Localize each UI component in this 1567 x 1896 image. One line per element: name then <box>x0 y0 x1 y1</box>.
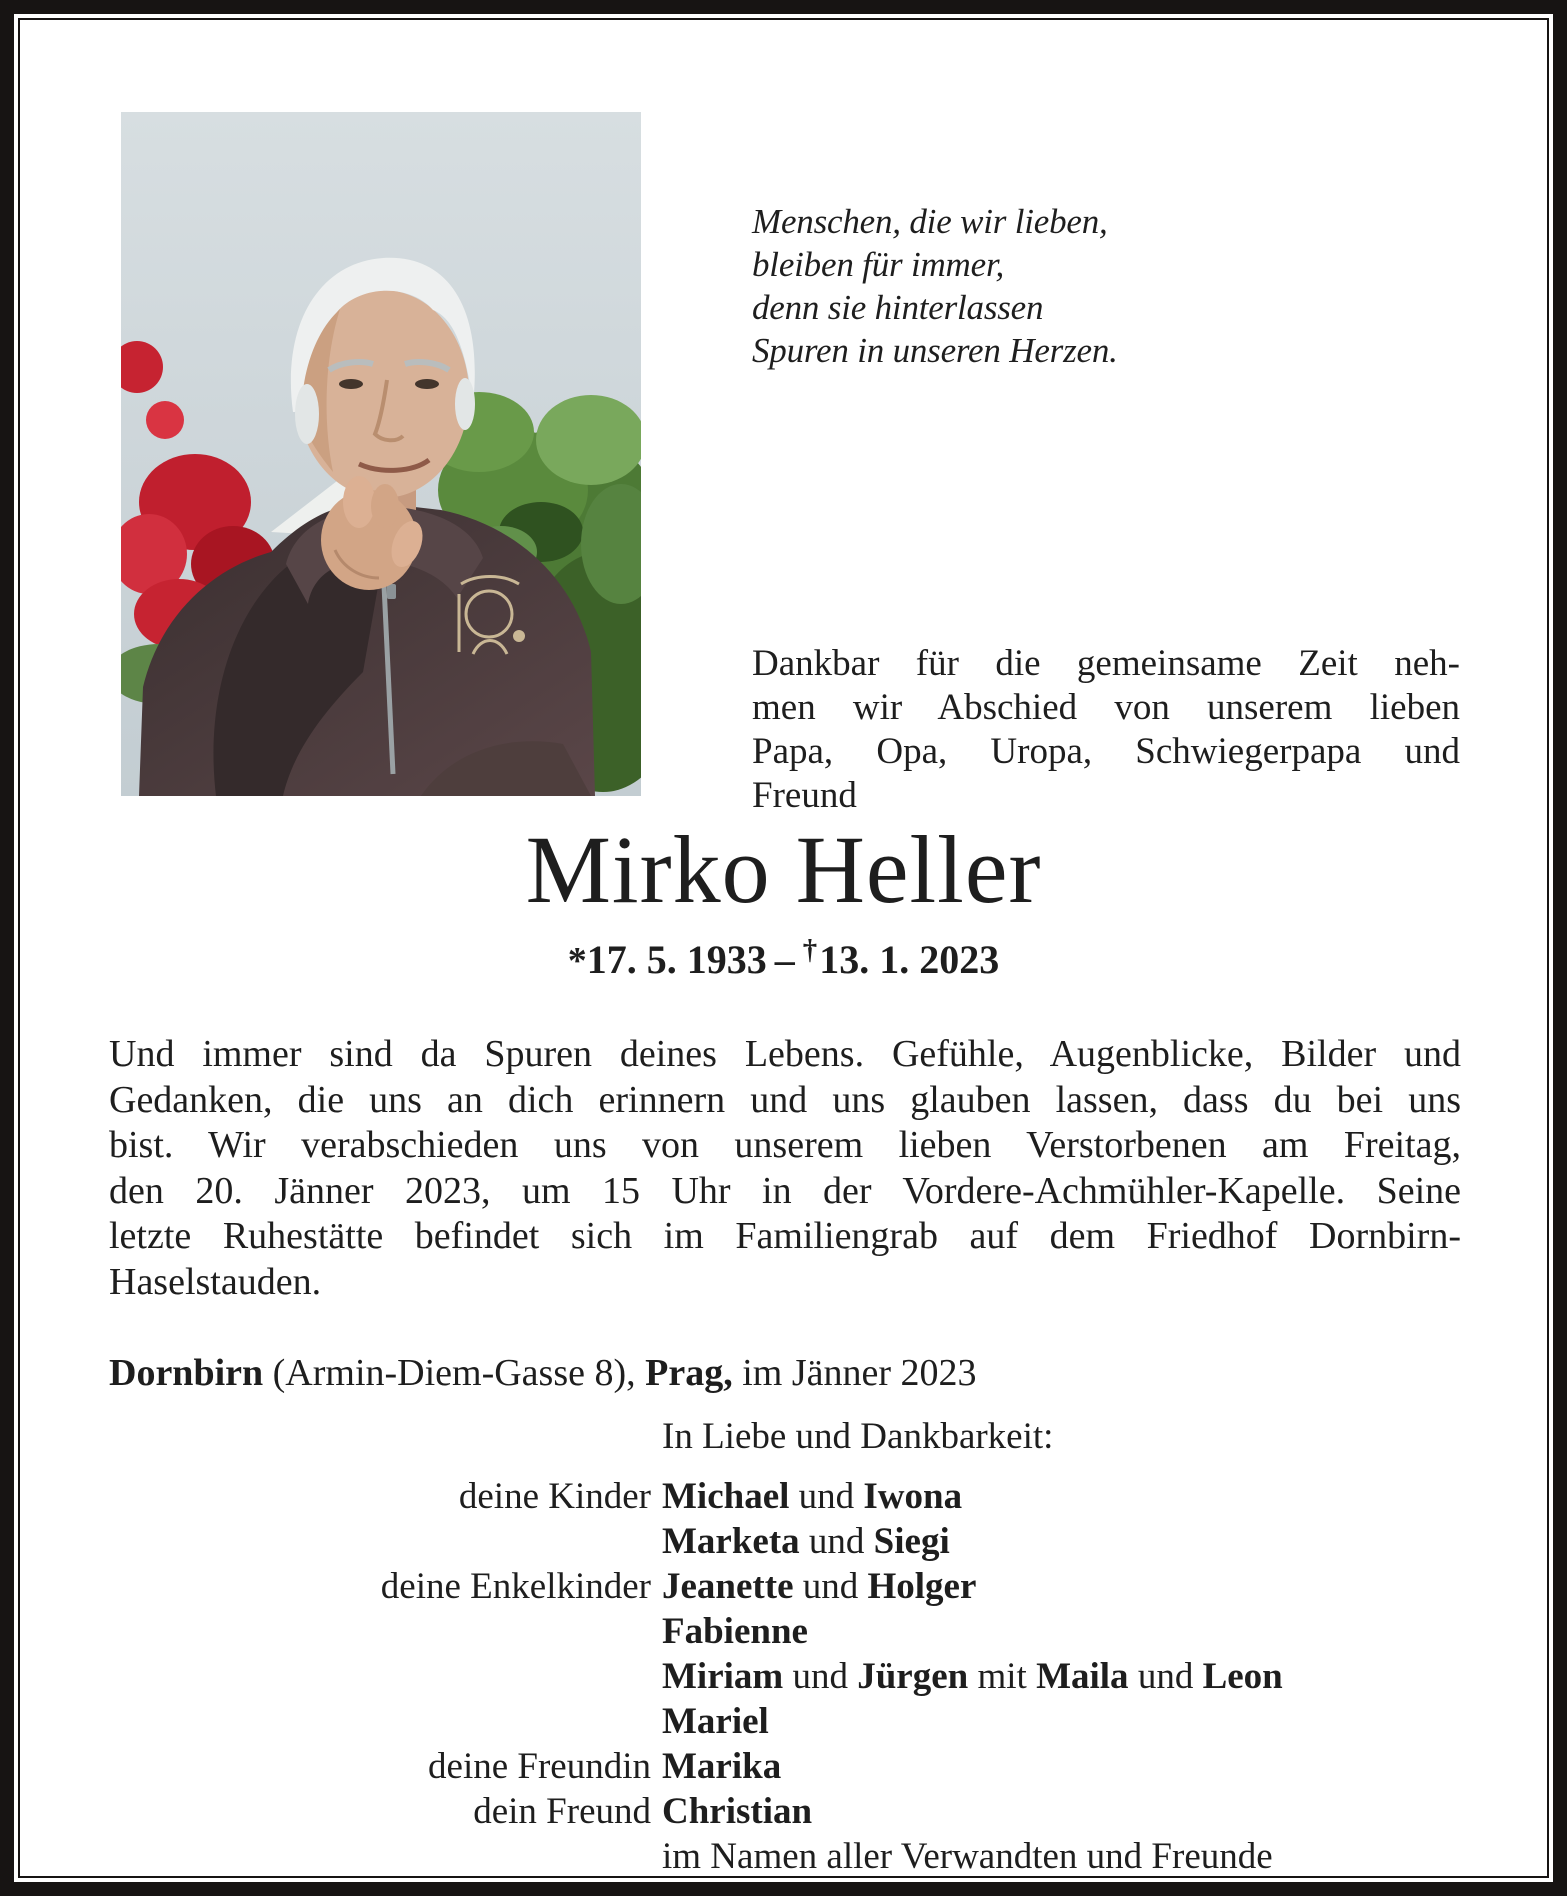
mourner-relation <box>20 1519 651 1564</box>
mourner-row <box>20 1564 1547 1609</box>
mourner-relation: deine Kinder <box>458 1476 651 1517</box>
mourner-names <box>662 1744 1547 1789</box>
announcement-paragraph <box>109 1032 1461 1305</box>
dates-separator: – <box>774 937 795 982</box>
announcement-line: Gedanken, die uns an dich erinnern und uns glauben lassen, dass du bei uns <box>109 1078 1461 1121</box>
portrait-photo-illustration <box>121 112 641 796</box>
mourner-name: Maila <box>1036 1656 1129 1697</box>
mourner-names <box>662 1474 1547 1519</box>
deceased-name: Mirko Heller <box>525 816 1042 923</box>
mourner-name: Miriam <box>662 1656 784 1697</box>
closing-line: im Namen aller Verwandten und Freunde <box>662 1836 1273 1877</box>
mourner-names <box>662 1789 1547 1834</box>
white-mat <box>14 14 1553 1882</box>
mourner-name: Holger <box>867 1566 977 1607</box>
mourner-connector: und <box>789 1476 864 1517</box>
gratitude-heading: In Liebe und Dankbarkeit: <box>662 1416 1054 1457</box>
mourner-row <box>20 1519 1547 1564</box>
death-date: 13. 1. 2023 <box>819 937 1000 982</box>
mourner-relation: deine Freundin <box>428 1746 651 1787</box>
intro-line: men wir Abschied von unserem lieben <box>752 687 1460 728</box>
intro-line: Papa, Opa, Uropa, Schwiegerpapa und <box>752 731 1460 772</box>
mourner-connector: mit <box>968 1656 1037 1697</box>
mourner-relation: dein Freund <box>473 1791 651 1832</box>
mourner-name: Siegi <box>873 1521 950 1562</box>
mourner-row <box>20 1474 1547 1519</box>
announcement-line: Und immer sind da Spuren deines Lebens. Gefühle, Augenblicke, Bilder und <box>109 1033 1461 1075</box>
birth-date: 17. 5. 1933 <box>586 937 767 982</box>
announcement-line: den 20. Jänner 2023, um 15 Uhr in der Vordere-Achmühler-Kapelle. Seine <box>109 1169 1461 1212</box>
mourner-name: Iwona <box>863 1476 963 1517</box>
mourner-name: Jürgen <box>857 1656 969 1697</box>
mourner-name: Marika <box>662 1746 782 1787</box>
mourner-row <box>20 1744 1547 1789</box>
mourner-connector: und <box>1128 1656 1203 1697</box>
poem-line: bleiben für immer, <box>752 245 1005 284</box>
mourner-name: Jeanette <box>662 1566 794 1607</box>
location-date: im Jänner 2023 <box>732 1352 977 1394</box>
mourner-relation <box>20 1654 651 1699</box>
mourner-row <box>20 1609 1547 1654</box>
mourner-names <box>662 1609 1547 1654</box>
mourner-row <box>20 1789 1547 1834</box>
mourner-names <box>662 1519 1547 1564</box>
death-cross-symbol: † <box>802 933 818 966</box>
mourner-name: Christian <box>662 1791 813 1832</box>
mourner-connector: und <box>783 1656 858 1697</box>
closing-row <box>20 1834 1547 1878</box>
location-city-prag: Prag, <box>645 1352 733 1394</box>
poem-line: Spuren in unseren Herzen. <box>752 331 1118 370</box>
location-city-dornbirn: Dornbirn <box>109 1352 264 1394</box>
location-address: (Armin-Diem-Gasse 8), <box>263 1352 646 1394</box>
life-dates <box>20 933 1547 988</box>
intro-line: Dankbar für die gemeinsame Zeit neh- <box>752 643 1460 684</box>
intro-paragraph <box>752 642 1460 818</box>
announcement-line: Haselstauden. <box>109 1260 322 1303</box>
mourner-row <box>20 1654 1547 1699</box>
mourner-names <box>662 1564 1547 1609</box>
mourner-names <box>662 1654 1547 1699</box>
mourner-names <box>662 1699 1547 1744</box>
mourner-relation <box>20 1609 651 1654</box>
mourner-name: Mariel <box>662 1701 769 1742</box>
portrait-photo <box>121 112 641 796</box>
mourner-connector: und <box>799 1521 874 1562</box>
mourner-connector: und <box>793 1566 868 1607</box>
obituary-sheet <box>18 18 1549 1878</box>
announcement-line: letzte Ruhestätte befindet sich im Familiengrab auf dem Friedhof Dornbirn- <box>109 1215 1461 1257</box>
poem-line: denn sie hinterlassen <box>752 288 1044 327</box>
mourner-relation <box>20 1699 651 1744</box>
memorial-poem <box>752 200 1118 372</box>
mourner-name: Leon <box>1202 1656 1283 1697</box>
mourner-name: Marketa <box>662 1521 800 1562</box>
announcement-line: bist. Wir verabschieden uns von unserem lieben Verstorbenen am Freitag, <box>109 1124 1461 1166</box>
intro-line: Freund <box>752 775 857 816</box>
mourner-name: Fabienne <box>662 1611 808 1652</box>
mourner-relation: deine Enkelkinder <box>380 1566 651 1607</box>
closing-spacer <box>20 1834 651 1878</box>
mourner-name: Michael <box>662 1476 790 1517</box>
location-line <box>109 1350 977 1396</box>
mourners-list <box>20 1474 1547 1878</box>
poem-line: Menschen, die wir lieben, <box>752 202 1108 241</box>
birth-star-symbol: * <box>567 940 587 982</box>
mourner-row <box>20 1699 1547 1744</box>
